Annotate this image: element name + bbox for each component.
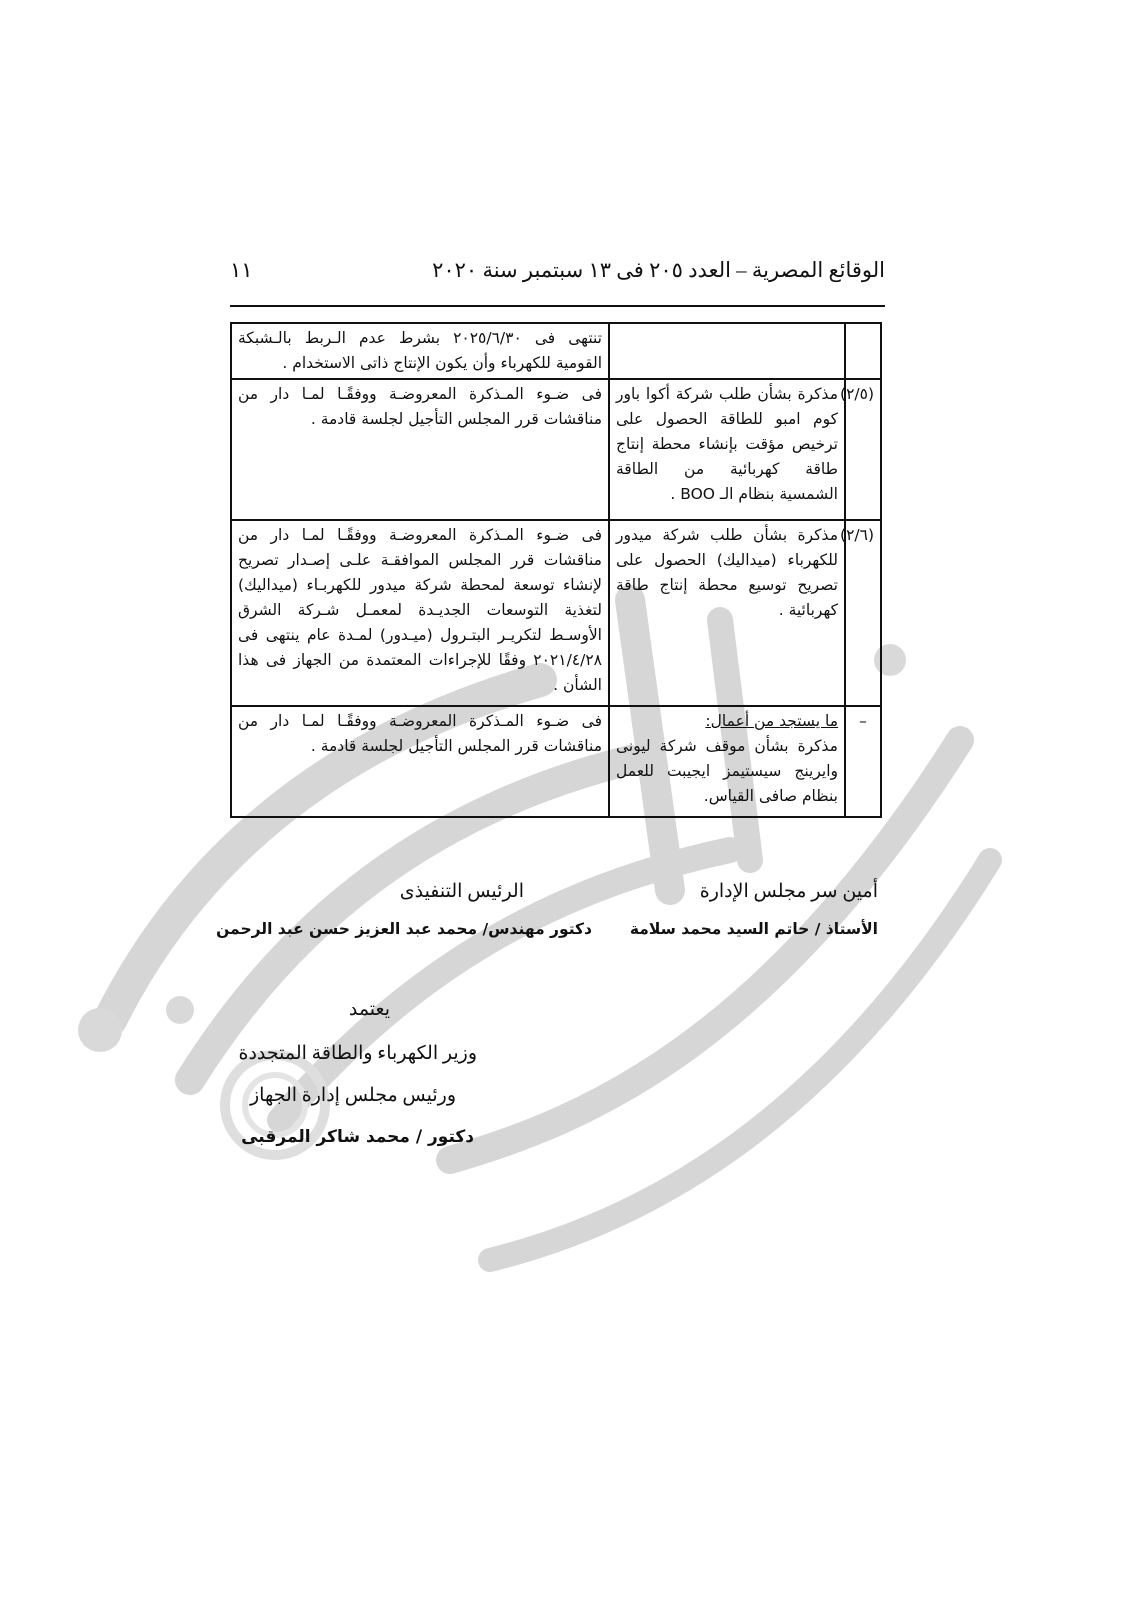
secretary-title: أمين سر مجلس الإدارة bbox=[699, 881, 878, 902]
table-row bbox=[231, 323, 881, 379]
item-subject-cell bbox=[609, 706, 845, 817]
item-subject: مذكرة بشأن طلب شركة أكوا باور كوم امبو للطاقة الحصول على ترخيص مؤقت بإنشاء محطة إنتاج طاقة كهربائية من الطاقة الشمسية بنظام الـ BOO . bbox=[609, 379, 845, 520]
secretary-name: الأستاذ / حاتم السيد محمد سلامة bbox=[629, 920, 878, 938]
item-number bbox=[845, 323, 881, 379]
item-subject: مذكرة بشأن طلب شركة ميدور للكهرباء (ميداليك) الحصول على تصريح توسيع محطة إنتاج طاقة كهربائية . bbox=[609, 520, 845, 706]
item-subject bbox=[609, 323, 845, 379]
executive-name: دكتور مهندس/ محمد عبد العزيز حسن عبد الرحمن bbox=[216, 920, 592, 938]
item-number: (٢/٥) bbox=[845, 379, 881, 520]
item-subject: مذكرة بشأن موقف شركة ليونى وايرينج سيستيمز ايجيبت للعمل بنظام صافى القياس. bbox=[616, 737, 838, 805]
publication-title: الوقائع المصرية – العدد ٢٠٥ فى ١٣ سبتمبر سنة ٢٠٢٠ bbox=[432, 258, 885, 282]
approval-label: يعتمد bbox=[348, 999, 390, 1020]
table-row bbox=[231, 706, 881, 817]
approval-signatory-name: دكتور / محمد شاكر المرقبى bbox=[241, 1127, 474, 1147]
item-decision: فى ضـوء المـذكرة المعروضـة ووفقًـا لمـا دار من مناقشات قرر المجلس التأجيل لجلسة قادمة . bbox=[231, 706, 609, 817]
executive-title: الرئيس التنفيذى bbox=[399, 881, 524, 902]
item-number: – bbox=[845, 706, 881, 817]
table-row bbox=[231, 379, 881, 520]
page-number: ١١ bbox=[230, 258, 253, 282]
item-decision: تنتهى فى ٢٠٢٥/٦/٣٠ بشرط عدم الـربط بالـشبكة القومية للكهرباء وأن يكون الإنتاج ذاتى الاستخدام . bbox=[231, 323, 609, 379]
item-decision: فى ضـوء المـذكرة المعروضـة ووفقًـا لمـا دار من مناقشات قرر المجلس الموافقـة علـى إصـدار تصريح لإنشاء توسعة لمحطة شركة ميدور للكهربـاء (ميداليك) لتغذية التوسعات الجديـدة لمعمـل شـركة الشرق الأوسـط لتكريـر البتـرول (ميـدور) لمـدة عام ينتهى فى ٢٠٢١/٤/٢٨ وفقًا للإجراءات المعتمدة من الجهاز فى هذا الشأن . bbox=[231, 520, 609, 706]
approval-line-minister: وزير الكهرباء والطاقة المتجددة bbox=[238, 1043, 477, 1064]
item-decision: فى ضـوء المـذكرة المعروضـة ووفقًـا لمـا دار من مناقشات قرر المجلس التأجيل لجلسة قادمة . bbox=[231, 379, 609, 520]
table-row bbox=[231, 520, 881, 706]
new-business-heading: ما يستجد من أعمال: bbox=[705, 712, 838, 730]
page-header bbox=[230, 258, 885, 298]
item-number: (٢/٦) bbox=[845, 520, 881, 706]
decisions-table bbox=[230, 322, 882, 818]
header-divider bbox=[230, 305, 885, 307]
approval-line-chairman: ورئيس مجلس إدارة الجهاز bbox=[249, 1085, 456, 1106]
